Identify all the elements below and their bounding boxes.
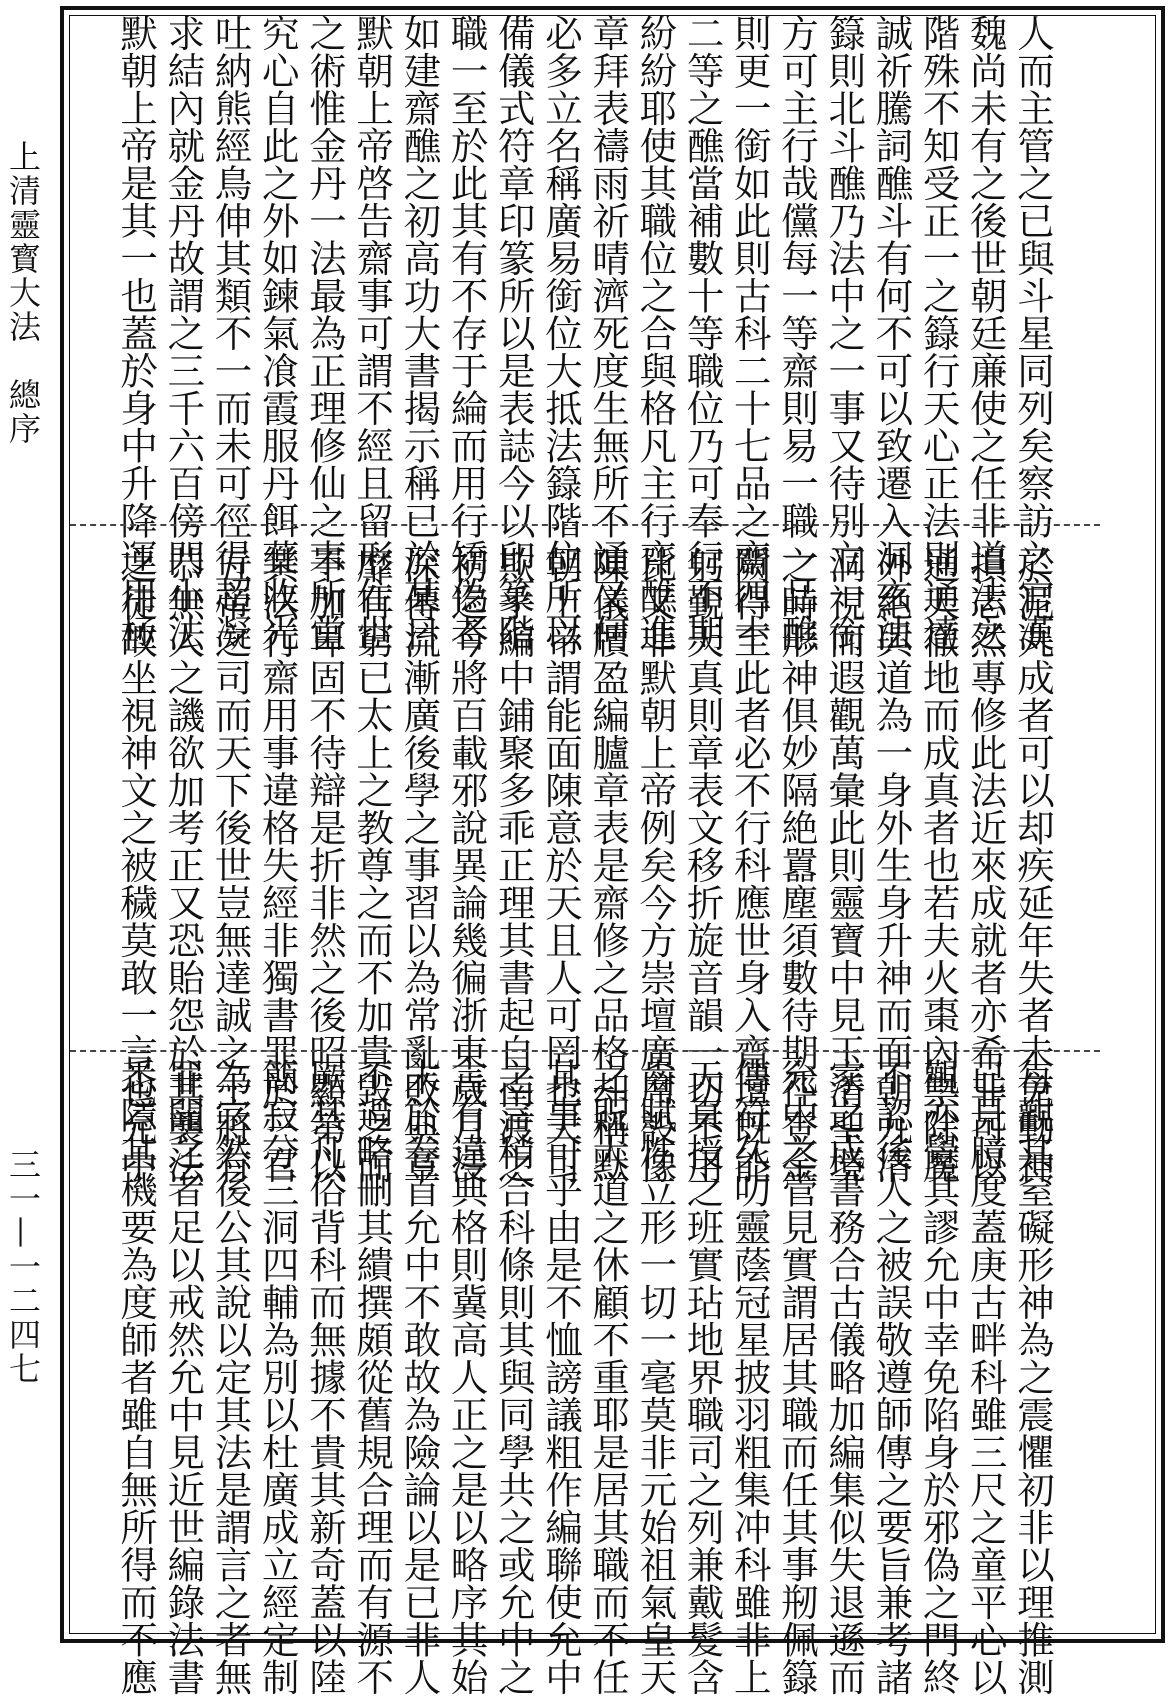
text-column: 之言稍合科條則其與同學共之或允中之: [491, 1058, 536, 1696]
text-column: 每觀其窒礙形神為之震懼初非以理推測: [1011, 1058, 1055, 1696]
text-column: 備儀式符章印篆所以是表誌今以印篆階: [491, 14, 536, 652]
text-column: 深傳流漸廣後學之事習以為常亂敗典章: [397, 546, 442, 1184]
text-column: 家之成書務合古儀略加編集似失退遜而: [822, 1058, 867, 1696]
text-column: 求結內就金丹故謂之三千六百傍門小法: [161, 14, 206, 652]
text-column: 躬覲天真則章表文移折旋音韻一切不用: [680, 546, 725, 1184]
text-column: 不加卑固不待辯是折非然之後昭顯第以: [302, 546, 347, 1184]
text-column: 恭無人之譏欲加考正又恐貽怨於其襲法: [161, 546, 206, 1184]
column-group: [64, 14, 1056, 652]
text-column: 厥其凡俗背科而無據不貴其新奇蓋以陸: [302, 1058, 347, 1696]
text-panel-1: [64, 14, 1056, 652]
text-column: 陳儀牘盈編臚章表是齋修之品格却稱默: [586, 546, 631, 1184]
text-column: 傳符久叨靈蔭冠星披羽粗集冲科雖非上: [727, 1058, 772, 1696]
text-column: 之貺大道之休顧不重耶是居其職而不任: [586, 1058, 631, 1696]
text-column: 不過略刪其繢撰頗從舊規合理而有源不: [350, 1058, 395, 1696]
text-panel-3: [64, 1058, 1056, 1696]
text-column: 靡有窮已太上之教尊之而不加貴毀之而: [350, 546, 395, 1184]
section-divider: [70, 1050, 1100, 1052]
text-panel-2: [64, 546, 1056, 1184]
text-column: 階殊不知受正一之籙行天心正法則通達: [916, 14, 961, 652]
text-column: 究心自此之外如鍊氣飡霞服丹餌藥收光: [255, 14, 300, 652]
text-column: 之徒故坐視神文之被穢莫敢一言也允中: [114, 546, 159, 1184]
text-column: 紛紛耶使其職位之合與格凡主行齋醮進: [633, 14, 678, 652]
text-column: 為宗然後公其說以定其法是謂言之者無: [208, 1058, 253, 1696]
text-column: 二等之醮當補數十等職位乃可奉行不期: [680, 14, 725, 652]
text-column: 損志然專修此法近來成就者亦希非可以: [963, 546, 1008, 1184]
text-column: 初迄今將百載邪說異論幾徧浙東歲月浸: [444, 546, 489, 1184]
text-column: 不認後人之被誤敬遵師傳之要旨兼考諸: [869, 1058, 914, 1696]
text-column: 章拜表禱雨祈晴濟死度生無所不通又何: [586, 14, 631, 652]
text-column: 朝上帝謂能面陳意於天且人可罔也天可: [538, 546, 583, 1184]
text-column: 通天徹地而成真者也若夫火棗內祟除魔: [916, 546, 961, 1184]
text-column: 方可主行哉儻每一等齋則易一職一品醮: [774, 14, 819, 652]
text-column: 末於卷首允中不敢故為險論以是已非人: [397, 1058, 442, 1696]
text-column: 言有違典格則冀高人正之是以略序其始: [444, 1058, 489, 1696]
text-column: 天真授之班實玷地界職司之列兼戴髮含: [680, 1058, 725, 1696]
text-column: 闕得至此者必不行科應世身入齋壇既能: [727, 546, 772, 1184]
text-column: 必多立名稱廣易銜位大抵法籙階位所以: [538, 14, 583, 652]
text-column: 誠祈騰詞醮斗有何不可以致遷入洞玄法: [869, 14, 914, 652]
text-column: 之術惟金丹一法最為正理修仙之事所當: [302, 14, 347, 652]
text-column: 其事可乎由是不恤謗議粗作編聯使允中: [538, 1058, 583, 1696]
text-column: 外絶與道為一身外生身升神而面朝九清: [869, 546, 914, 1184]
text-column: 籙則北斗醮乃法中之一事又待別立一銜: [822, 14, 867, 652]
text-column: 於泥丸成者可以却疾延年失者未免動神: [1011, 546, 1055, 1184]
column-group: [64, 1058, 1056, 1696]
side-page-number: 三一—一二四七: [4, 1148, 42, 1386]
text-column: 罪聞之者足以戒然允中見近世編錄法書: [161, 1058, 206, 1696]
text-column: 則更一銜如此則古科二十七品之齋四十: [727, 14, 772, 652]
text-column: 人而主管之已與斗星同列矣察訪之官漢: [1011, 14, 1055, 652]
column-group: [64, 546, 1056, 1184]
text-column: 默朝上帝啓告齋事可謂不經且留形住世: [350, 14, 395, 652]
text-column: 吐納熊經鳥伸其類不一而未可徑得超凝: [208, 14, 253, 652]
text-column: 觀亦覺其謬允中幸免陷身於邪偽之門終: [916, 1058, 961, 1696]
text-column: 允中之管見實謂居其職而任其事剏佩籙: [774, 1058, 819, 1696]
text-column: 之時形神俱妙隔絶囂塵須數待期徑登金: [774, 546, 819, 1184]
text-column: 其法行齋用事違格失經非獨書罪於三官: [255, 546, 300, 1184]
text-column: 魏尚未有之後世朝廷亷使之任非道法之: [963, 14, 1008, 652]
text-column: 比又非默朝上帝例矣今方崇壇廣席設像: [633, 546, 678, 1184]
text-column: 簡寂分三洞四輔為別以杜廣成立經定制: [255, 1058, 300, 1696]
text-column: 如建齋醮之初高功大書揭示稱已於某日: [397, 14, 442, 652]
side-title: 上清靈寳大法 總序: [4, 140, 42, 446]
text-column: 悉隱其機要為度師者雖自無所得而不應: [114, 1058, 159, 1696]
text-column: 已見臆度蓋庚古畔科雖三尺之童平心以: [963, 1058, 1008, 1696]
text-column: 五帝之司而天下後世豈無達誠之士將有: [208, 546, 253, 1184]
text-column: 洞視而遐觀萬彙此則靈寶中見玉清聖境: [822, 546, 867, 1184]
section-divider: [70, 524, 1100, 526]
text-column: 默朝上帝是其一也蓋於身中升降運用極: [114, 14, 159, 652]
text-column: 職一至於此其有不存于綸而用行矯偽者: [444, 14, 489, 652]
text-column: 欺乎編中鋪聚多乖正理其書起自南渡之: [491, 546, 536, 1184]
text-column: 齒賦性立形一切一毫莫非元始祖氣皇天: [633, 1058, 678, 1696]
